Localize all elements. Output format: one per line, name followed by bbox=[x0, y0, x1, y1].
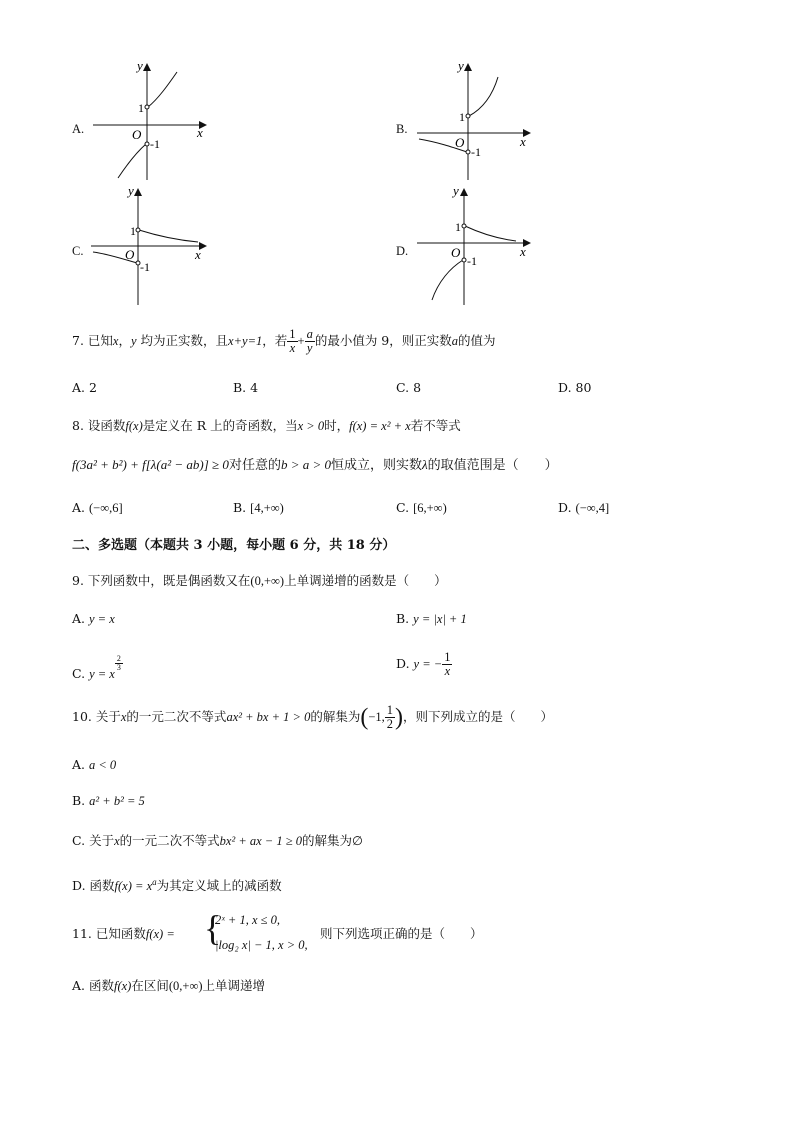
text: A. 函数 bbox=[72, 978, 114, 993]
option-expr: y = x bbox=[89, 667, 115, 681]
text: 上单调递增 bbox=[202, 978, 266, 993]
condition: x+y=1 bbox=[228, 334, 263, 348]
open-point bbox=[136, 228, 140, 232]
numerator: 1 bbox=[386, 703, 394, 717]
fraction bbox=[287, 328, 297, 355]
origin-label: O bbox=[455, 135, 465, 150]
q11-option-a[interactable] bbox=[72, 978, 265, 994]
text: 的解集为 bbox=[310, 709, 361, 724]
math: f(x) bbox=[113, 979, 132, 993]
option-text: D. 80 bbox=[558, 380, 592, 395]
denominator: 2 bbox=[386, 717, 394, 731]
curve-right bbox=[148, 72, 177, 107]
piecewise-case-1 bbox=[215, 912, 280, 928]
option-d-label bbox=[396, 240, 408, 259]
option-letter: B. bbox=[396, 611, 410, 626]
math: bx² + ax − 1 ≥ 0 bbox=[219, 834, 302, 848]
option-letter: A. bbox=[72, 611, 86, 626]
text: ， bbox=[118, 333, 131, 348]
fraction bbox=[305, 328, 315, 355]
option-letter: A. bbox=[72, 122, 85, 136]
math: f(x) = x² + x bbox=[349, 419, 411, 433]
q9-option-a[interactable] bbox=[72, 611, 115, 627]
open-point bbox=[145, 105, 149, 109]
q10-option-b[interactable] bbox=[72, 793, 145, 809]
tick-1: 1 bbox=[455, 220, 461, 234]
text: 为其定义域上的减函数 bbox=[156, 878, 282, 894]
exponent: a bbox=[152, 877, 157, 887]
y-label: y bbox=[458, 58, 464, 73]
math: f(x) = x bbox=[114, 879, 153, 894]
origin-label: O bbox=[132, 127, 142, 142]
option-c-label bbox=[72, 240, 83, 259]
q10-option-d[interactable] bbox=[72, 874, 282, 894]
math: ax² + bx + 1 > 0 bbox=[226, 710, 311, 724]
question-9-stem bbox=[72, 573, 447, 589]
numerator: 1 bbox=[289, 327, 296, 341]
text: 是定义在 R 上的奇函数，当 bbox=[142, 418, 298, 433]
text: 的最小值为 9，则正实数 bbox=[314, 333, 452, 348]
q8-option-c[interactable] bbox=[396, 500, 447, 516]
denominator: 3 bbox=[116, 663, 121, 672]
option-letter: A. bbox=[72, 757, 86, 772]
curve-right bbox=[465, 226, 516, 241]
x-label: x bbox=[520, 244, 526, 259]
numerator: 1 bbox=[444, 650, 451, 664]
text: 的解集为 bbox=[301, 833, 352, 848]
math: (0,+∞) bbox=[168, 979, 203, 993]
graph-a bbox=[90, 55, 220, 185]
text: 则下列选项正确的是（ ） bbox=[320, 926, 483, 941]
math: b > a > 0 bbox=[280, 457, 331, 472]
option-expr: y = − bbox=[413, 657, 443, 671]
open-point bbox=[466, 150, 470, 154]
origin-label: O bbox=[125, 247, 135, 262]
text: 9. 下列函数中，既是偶函数又在 bbox=[72, 573, 251, 588]
text: 若不等式 bbox=[410, 418, 461, 433]
curve-left bbox=[432, 260, 463, 300]
x-label: x bbox=[520, 134, 526, 149]
option-letter: B. bbox=[233, 500, 247, 515]
option-text: A. 2 bbox=[72, 380, 97, 395]
y-label: y bbox=[453, 183, 459, 198]
graph-c bbox=[88, 182, 218, 310]
var-y: y bbox=[130, 334, 137, 348]
fraction bbox=[442, 651, 452, 678]
section-heading bbox=[72, 538, 395, 554]
question-7-stem bbox=[72, 327, 496, 355]
tick-neg-1: -1 bbox=[140, 260, 150, 274]
case: |log₂ x| − 1, x > 0, bbox=[215, 938, 308, 952]
section-title: 二、多选题（本题共 3 小题，每小题 6 分，共 18 分） bbox=[72, 538, 396, 553]
option-value: [4,+∞) bbox=[250, 501, 284, 515]
text: 对任意的 bbox=[228, 458, 281, 473]
q8-option-a[interactable] bbox=[72, 500, 123, 516]
open-point bbox=[462, 258, 466, 262]
q9-option-b[interactable] bbox=[396, 611, 467, 627]
option-text: C. 8 bbox=[396, 380, 422, 395]
graph-b bbox=[412, 55, 542, 185]
tick-1: 1 bbox=[459, 110, 465, 124]
piecewise-brace: { bbox=[204, 908, 222, 948]
question-8-line1 bbox=[72, 418, 461, 434]
open-point bbox=[462, 224, 466, 228]
q9-option-d[interactable] bbox=[396, 650, 452, 678]
text: 恒成立，则实数 bbox=[331, 458, 423, 473]
text: 的值为 bbox=[458, 333, 496, 348]
tick-1: 1 bbox=[138, 101, 144, 115]
option-letter: B. bbox=[396, 122, 408, 136]
text: 在区间 bbox=[131, 978, 169, 993]
option-letter: D. bbox=[558, 500, 572, 515]
empty-set: ∅ bbox=[352, 834, 363, 848]
var-x: x bbox=[112, 334, 119, 348]
tick-1: 1 bbox=[130, 224, 136, 238]
text: 的一元二次不等式 bbox=[126, 709, 227, 724]
q8-option-d[interactable] bbox=[558, 500, 609, 516]
q8-option-b[interactable] bbox=[233, 500, 284, 516]
curve-left bbox=[118, 144, 146, 178]
question-10-stem: 10. 关于x的一元二次不等式ax² + bx + 1 > 0的解集为(−1, $\frac{1}{2}$ )，则下列成立的是（ ） bbox=[72, 703, 554, 731]
question-11-stem bbox=[72, 926, 175, 942]
q7-option-a[interactable] bbox=[72, 380, 97, 396]
text: 11. 已知函数 bbox=[72, 926, 146, 941]
y-label: y bbox=[128, 183, 134, 198]
graph-d bbox=[412, 182, 542, 310]
curve-right bbox=[469, 77, 498, 116]
math: f(x) bbox=[125, 419, 143, 433]
option-value: [6,+∞) bbox=[413, 501, 447, 515]
question-11-tail bbox=[320, 926, 483, 942]
q10-option-a[interactable] bbox=[72, 757, 116, 773]
q7-option-c[interactable] bbox=[396, 380, 421, 396]
option-expr: y = x bbox=[89, 612, 115, 626]
option-letter: C. bbox=[396, 500, 410, 515]
question-8-line2 bbox=[72, 457, 558, 474]
option-b-label bbox=[396, 118, 407, 137]
text: 上单调递增的函数是（ ） bbox=[284, 573, 447, 588]
option-value: (−∞,6] bbox=[89, 501, 123, 515]
var-x: x bbox=[114, 834, 120, 848]
case: 2ˣ + 1, x ≤ 0, bbox=[215, 913, 280, 927]
option-letter: C. bbox=[72, 244, 84, 258]
text: 10. 关于 bbox=[72, 709, 121, 724]
option-a-label bbox=[72, 118, 84, 137]
math: f(x) = bbox=[145, 927, 175, 941]
option-letter: B. bbox=[72, 793, 86, 808]
text: ，则下列成立的是（ ） bbox=[403, 709, 554, 724]
numerator: a bbox=[306, 327, 313, 341]
math: −1, bbox=[368, 710, 385, 724]
text: 均为正实数，且 bbox=[136, 333, 229, 348]
denominator: y bbox=[306, 341, 313, 355]
option-expr: a² + b² = 5 bbox=[89, 794, 145, 808]
q7-option-d[interactable] bbox=[558, 380, 591, 396]
option-text: B. 4 bbox=[233, 380, 259, 395]
fraction bbox=[385, 704, 395, 731]
option-letter: C. bbox=[72, 666, 86, 681]
math: f(3a² + b²) + f[λ(a² − ab)] ≥ 0 bbox=[72, 457, 229, 472]
tick-neg-1: -1 bbox=[150, 137, 160, 151]
q9-option-c[interactable] bbox=[72, 655, 123, 682]
open-point bbox=[466, 114, 470, 118]
text: 的取值范围是（ ） bbox=[427, 458, 558, 473]
open-point bbox=[145, 142, 149, 146]
text: 8. 设函数 bbox=[72, 418, 126, 433]
y-label: y bbox=[137, 58, 143, 73]
text: 时， bbox=[324, 418, 350, 433]
exponent-fraction bbox=[115, 655, 123, 672]
denominator: x bbox=[444, 664, 451, 678]
piecewise-case-2 bbox=[215, 937, 308, 953]
tick-neg-1: -1 bbox=[467, 254, 477, 268]
tick-neg-1: -1 bbox=[471, 145, 481, 159]
var-a: a bbox=[451, 334, 459, 348]
math: λ bbox=[422, 457, 428, 472]
math: (0,+∞) bbox=[250, 574, 285, 588]
option-letter: D. bbox=[396, 656, 410, 671]
option-value: (−∞,4] bbox=[575, 501, 610, 515]
option-letter: D. bbox=[396, 244, 409, 258]
text: ，若 bbox=[262, 333, 288, 348]
plus: + bbox=[297, 334, 305, 348]
text: D. 函数 bbox=[72, 878, 115, 894]
origin-label: O bbox=[451, 245, 461, 260]
curve-right bbox=[139, 230, 198, 242]
x-label: x bbox=[197, 125, 203, 140]
option-expr: y = |x| + 1 bbox=[413, 612, 467, 626]
var-x: x bbox=[120, 710, 127, 724]
q10-option-c[interactable] bbox=[72, 833, 363, 849]
math: x > 0 bbox=[297, 419, 325, 433]
text: 7. 已知 bbox=[72, 333, 113, 348]
numerator: 2 bbox=[116, 654, 121, 663]
q7-option-b[interactable] bbox=[233, 380, 258, 396]
denominator: x bbox=[289, 341, 296, 355]
option-letter: A. bbox=[72, 500, 86, 515]
option-expr: a < 0 bbox=[89, 758, 117, 772]
text: C. 关于 bbox=[72, 833, 115, 848]
x-label: x bbox=[195, 247, 201, 262]
text: 的一元二次不等式 bbox=[119, 833, 220, 848]
